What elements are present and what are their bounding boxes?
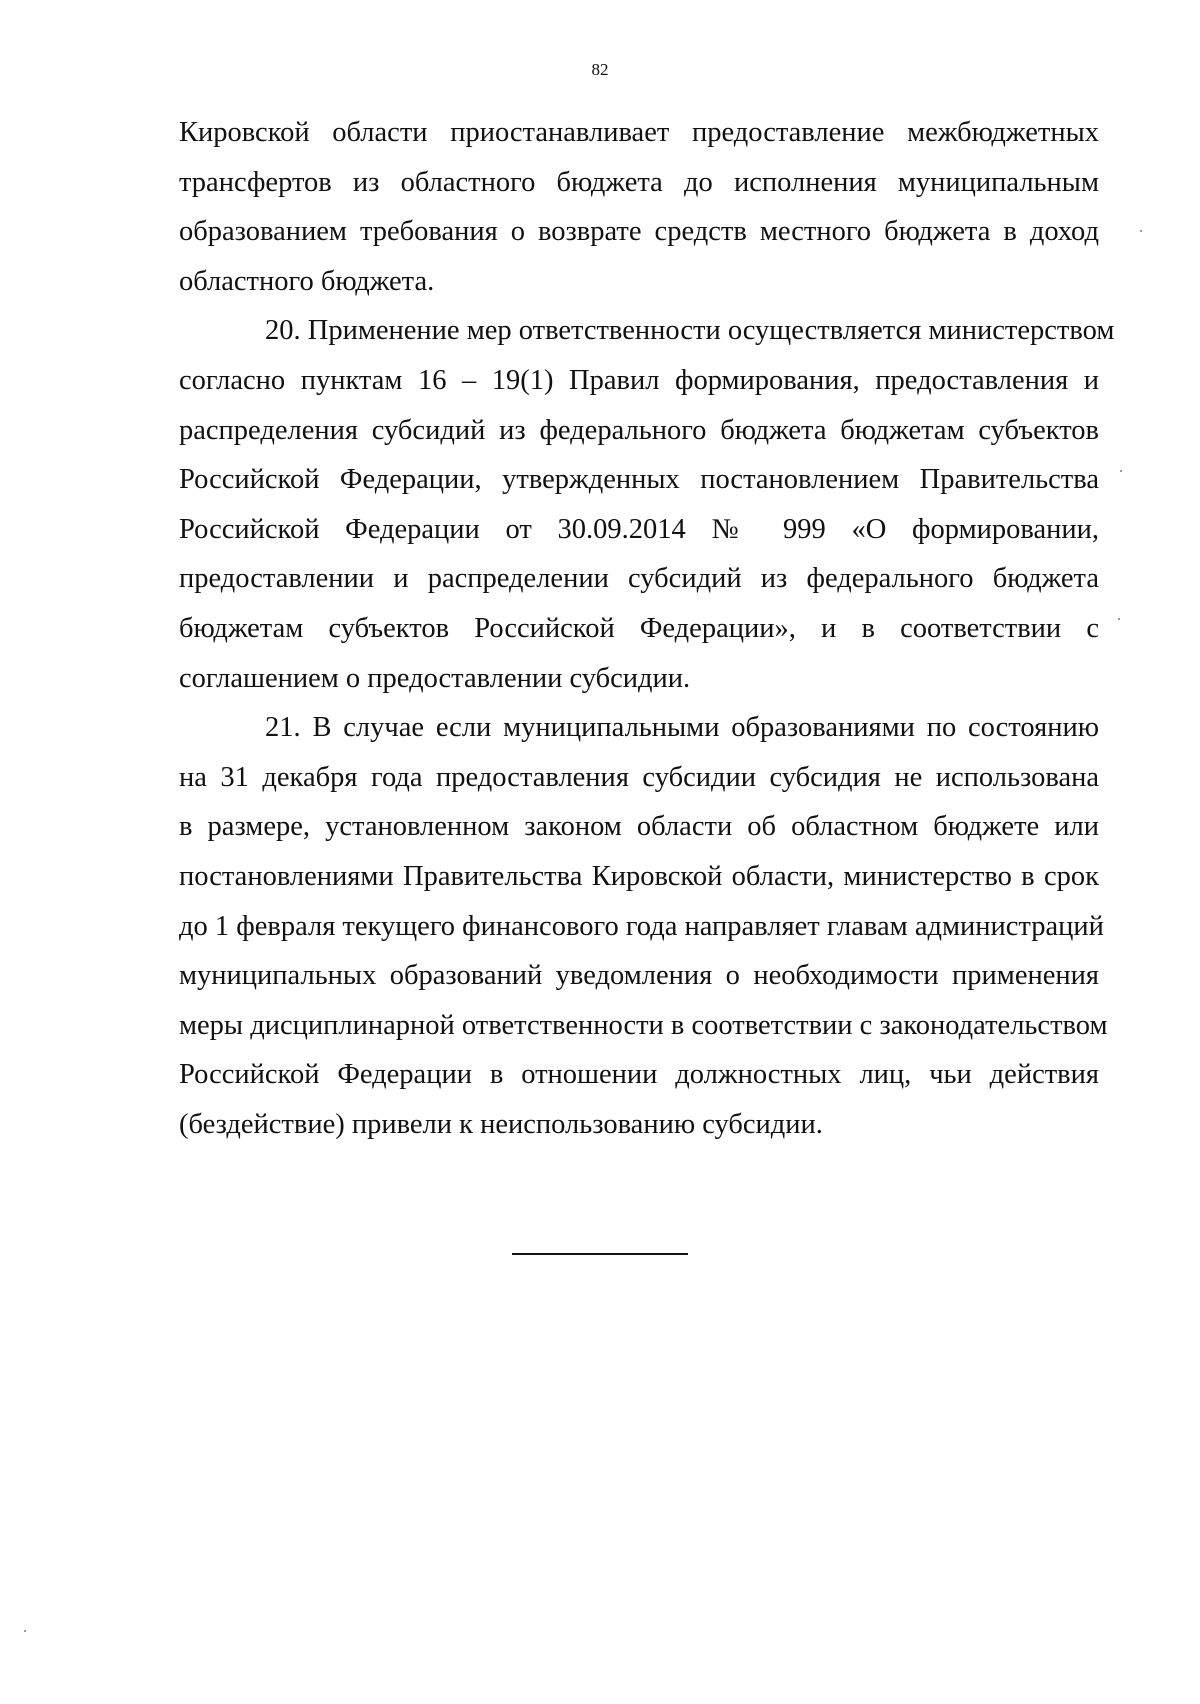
page-number: 82 [591, 60, 609, 79]
text-line: 21. В случае если муниципальными образованиями по состоянию [265, 712, 1099, 744]
text-line: Кировской области приостанавливает предоставление межбюджетных [179, 117, 1099, 148]
text-line: меры дисциплинарной ответственности в соответствии с законодательством [179, 1009, 1108, 1041]
text-line: (бездействие) привели к неиспользованию субсидии. [179, 1108, 823, 1140]
text-line: распределения субсидий из федерального бюджета бюджетам субъектов [179, 414, 1099, 446]
text-line: бюджетам субъектов Российской Федерации», и в соответствии с [179, 612, 1099, 644]
scan-speck [1118, 618, 1120, 620]
text-line: трансфертов из областного бюджета до исполнения муниципальным [179, 166, 1099, 198]
text-line: 20. Применение мер ответственности осуществляется министерством [265, 315, 1115, 347]
text-line: согласно пунктам 16 – 19(1) Правил формирования, предоставления и [179, 364, 1099, 396]
scan-speck [24, 1630, 26, 1632]
text-line: муниципальных образований уведомления о необходимости применения [179, 960, 1099, 992]
text-line: соглашением о предоставлении субсидии. [179, 662, 691, 694]
paragraph-continuation [179, 108, 1099, 306]
scan-speck [1120, 470, 1122, 472]
text-line: до 1 февраля текущего финансового года направляет главам администраций [179, 910, 1104, 942]
text-line: постановлениями Правительства Кировской области, министерство в срок [179, 860, 1099, 892]
text-line: в размере, установленном законом области об областном бюджете или [179, 811, 1099, 843]
text-line: Российской Федерации в отношении должностных лиц, чьи действия [179, 1059, 1099, 1091]
text-line: областного бюджета. [179, 265, 435, 297]
text-line: предоставлении и распределении субсидий из федерального бюджета [179, 563, 1099, 595]
end-rule [512, 1253, 688, 1255]
text-line: образованием требования о возврате средств местного бюджета в доход [179, 216, 1099, 248]
text-line: на 31 декабря года предоставления субсидии субсидия не использована [179, 761, 1099, 793]
text-line: Российской Федерации от 30.09.2014 № 999 «О формировании, [179, 513, 1099, 545]
paragraph-20 [179, 306, 1115, 703]
paragraph-21 [179, 703, 1108, 1149]
text-line: Российской Федерации, утвержденных постановлением Правительства [179, 464, 1099, 496]
document-body [179, 108, 1115, 1149]
scan-speck [1140, 230, 1142, 232]
